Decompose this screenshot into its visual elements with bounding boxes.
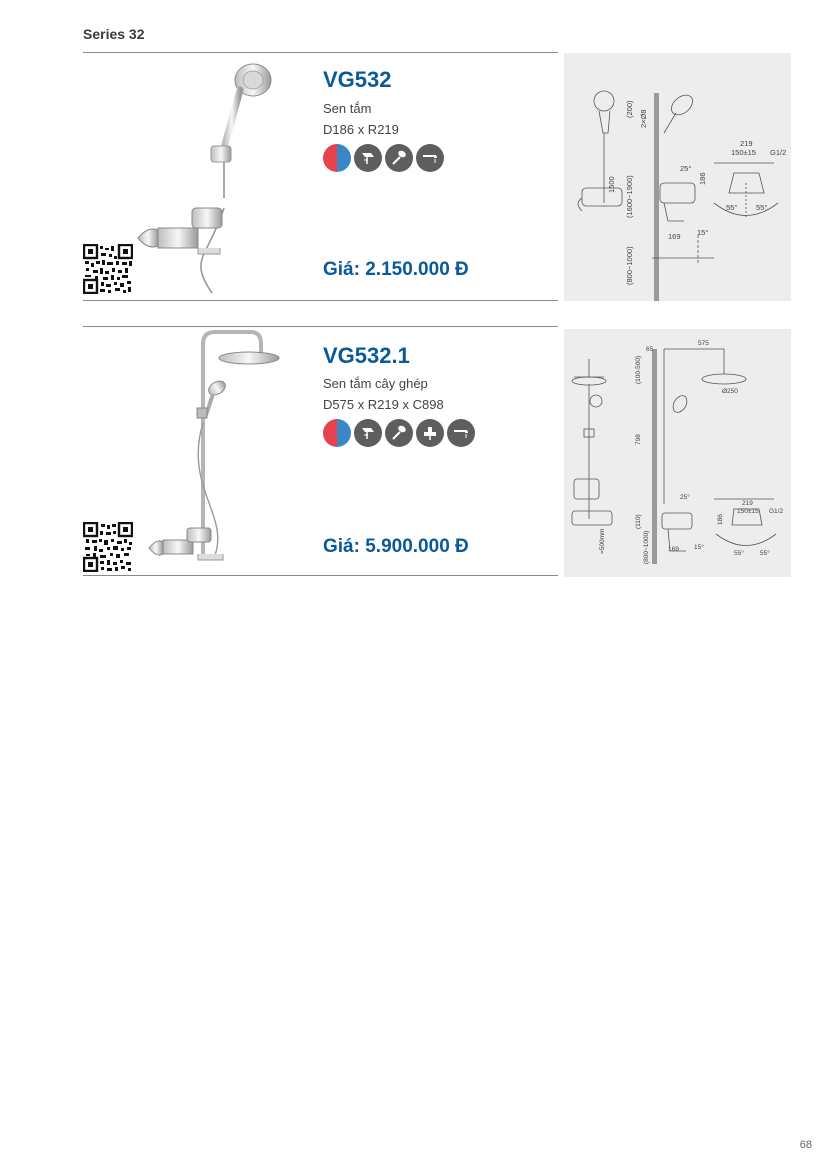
- drawing-label: 150±15: [737, 508, 759, 515]
- product-photo-shower-column: [143, 328, 303, 574]
- drawing-label: 25°: [680, 164, 692, 173]
- page-number: 68: [799, 1139, 812, 1151]
- drawing-label: 798: [635, 434, 642, 445]
- top-divider: [83, 52, 558, 53]
- drawing-label: 1500: [607, 176, 616, 193]
- drawing-label: (800~1000): [625, 246, 634, 285]
- spout-icon: [447, 419, 475, 447]
- drawing-label: 55°: [726, 203, 738, 212]
- drawing-label: 55°: [734, 550, 744, 557]
- drawing-label: 219: [742, 500, 753, 507]
- hand-shower-icon: [354, 144, 382, 172]
- feature-icons: [323, 419, 475, 447]
- drawing-label: 65: [646, 346, 654, 353]
- drawing-label: =500mm: [599, 528, 606, 554]
- drawing-label: (200): [625, 100, 634, 118]
- drawing-label: 575: [698, 340, 709, 347]
- drawing-label: 55°: [760, 550, 770, 557]
- hand-shower-icon: [354, 419, 382, 447]
- drawing-label: 15°: [697, 228, 709, 237]
- drawing-label: 169: [668, 546, 679, 553]
- bottom-divider: [83, 300, 558, 301]
- drawing-label: Ø250: [722, 388, 738, 395]
- product-dimensions: D575 x R219 x C898: [323, 397, 444, 412]
- drawing-label: 15°: [694, 544, 704, 551]
- drawing-label: G1/2: [770, 148, 787, 157]
- feature-icons: [323, 144, 444, 172]
- bottom-divider: [83, 575, 558, 576]
- shower-head-icon: [385, 144, 413, 172]
- technical-drawing-vg532: [564, 53, 791, 301]
- drawing-label: 150±15: [731, 148, 756, 157]
- diverter-icon: [416, 419, 444, 447]
- drawing-label: (1600~1900): [625, 175, 634, 218]
- product-dimensions: D186 x R219: [323, 122, 399, 137]
- product-code: VG532.1: [323, 343, 410, 368]
- hot-cold-icon: [323, 419, 351, 447]
- drawing-label: 186: [698, 172, 707, 185]
- drawing-label: 169: [668, 232, 681, 241]
- product-card-vg532: [83, 52, 558, 302]
- product-card-vg532-1: [83, 326, 558, 578]
- qr-code: [83, 244, 133, 294]
- product-price: Giá: 2.150.000 Đ: [323, 259, 469, 280]
- product-type: Sen tắm cây ghép: [323, 376, 428, 391]
- series-title: Series 32: [83, 26, 145, 42]
- drawing-label: 2×Ø8: [639, 109, 648, 128]
- drawing-label: (110): [635, 514, 642, 529]
- product-type: Sen tắm: [323, 101, 372, 116]
- shower-head-icon: [385, 419, 413, 447]
- technical-drawing-vg532-1: [564, 329, 791, 577]
- drawing-label: (800~1000): [643, 530, 650, 564]
- product-photo-shower-set: [128, 58, 278, 300]
- drawing-label: G1/2: [769, 508, 784, 515]
- product-code: VG532: [323, 67, 392, 92]
- product-price: Giá: 5.900.000 Đ: [323, 536, 469, 557]
- drawing-label: 219: [740, 139, 753, 148]
- drawing-label: 25°: [680, 494, 690, 501]
- spout-icon: [416, 144, 444, 172]
- drawing-label: (100-500): [635, 355, 642, 384]
- top-divider: [83, 326, 558, 327]
- qr-code: [83, 522, 133, 572]
- drawing-label: 186: [717, 514, 724, 525]
- drawing-label: 55°: [756, 203, 768, 212]
- hot-cold-icon: [323, 144, 351, 172]
